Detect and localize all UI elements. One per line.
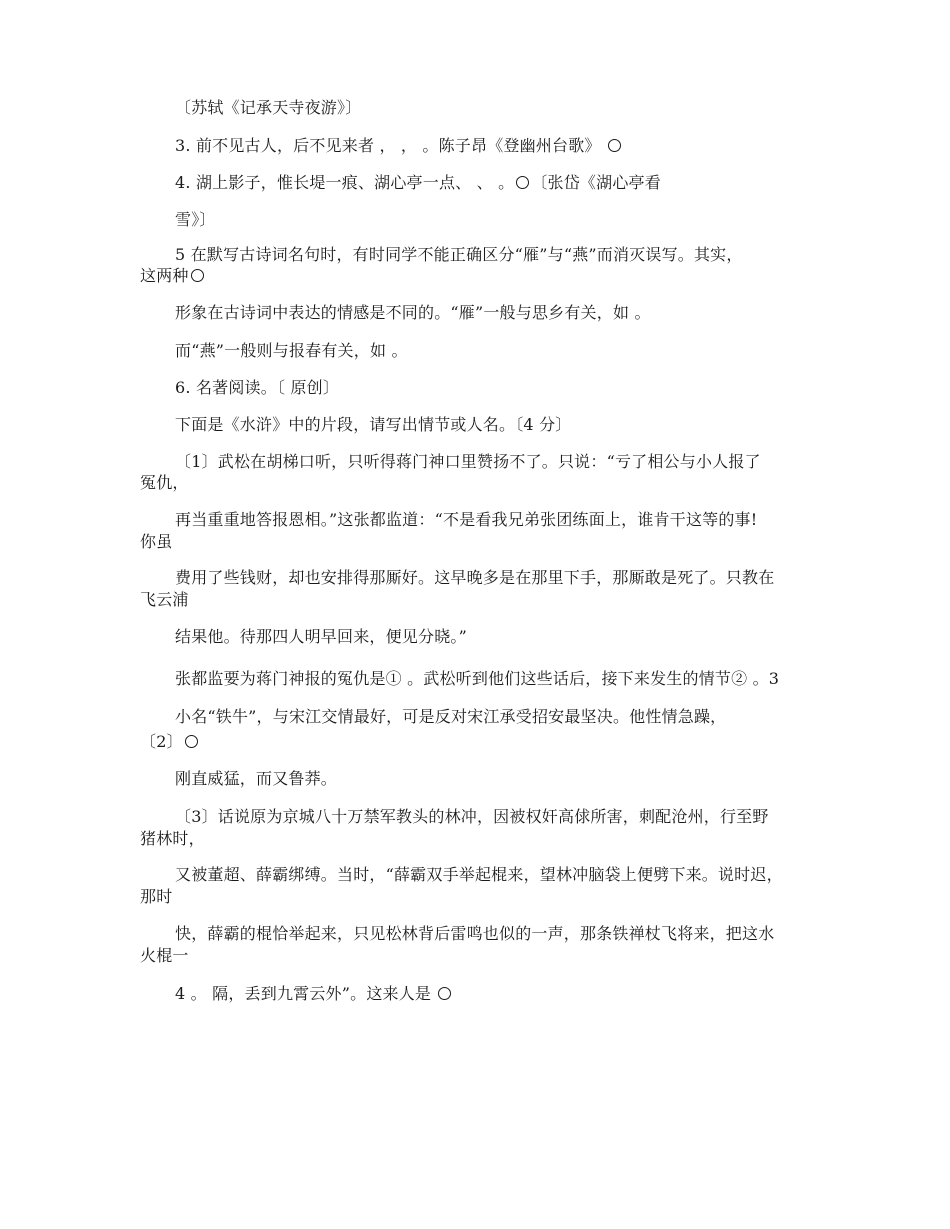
text-line: 费用了些钱财，却也安排得那厮好。这早晚多是在那里下手，那厮敢是死了。只教在 [175, 568, 775, 587]
text-line: 飞云浦 [140, 590, 189, 609]
circle-mark-icon [185, 735, 198, 748]
text-line: 张都监要为蒋门神报的冤仇是① 。武松听到他们这些话后，接下来发生的情节② 。3 [175, 669, 780, 688]
text-line: 刚直威猛，而又鲁莽。 [175, 769, 338, 788]
circle-mark-icon [516, 176, 529, 189]
text-line: 小名“铁牛”，与宋江交情最好，可是反对宋江承受招安最坚决。他性情急躁， [175, 707, 727, 726]
text-line: 火棍一 [140, 946, 189, 965]
circle-mark-icon [608, 139, 621, 152]
text-line: 猪林时， [140, 829, 205, 848]
text-line: 这两种 [140, 265, 206, 286]
text-line: 形象在古诗词中表达的情感是不同的。“雁”一般与思乡有关，如 。 [175, 303, 651, 322]
text-line: 冤仇， [140, 473, 189, 492]
text-line: 又被董超、薛霸绑缚。当时，“薛霸双手举起棍来，望林冲脑袋上便劈下来。说时迟， [175, 865, 783, 884]
text-line: 4. 湖上影子，惟长堤一痕、湖心亭一点、 、 。 〔张岱《湖心亭看 [175, 173, 661, 192]
circle-mark-icon [438, 987, 451, 1000]
text-line: 5 在默写古诗词名句时，有时同学不能正确区分“雁”与“燕”而消灭误写。其实， [175, 245, 743, 264]
text-line: 雪》〕 [175, 210, 216, 229]
text-line: 下面是《水浒》中的片段，请写出情节或人名。〔4 分〕 [175, 415, 572, 434]
text-line: 〔3〕话说原为京城八十万禁军教头的林冲，因被权奸高俅所害，刺配沧州，行至野 [175, 807, 769, 826]
text-line: 4 。 隔，丢到九霄云外”。这来人是 [175, 983, 453, 1004]
text-line: 3. 前不见古人，后不见来者 ， ， 。陈子昂《登幽州台歌》 [175, 135, 623, 156]
text-line: 你虽 [140, 532, 173, 551]
text-line: 6. 名著阅读。〔 原创〕 [175, 378, 340, 397]
text-line: 〔2〕 [140, 731, 200, 752]
text-line: 而“燕”一般则与报春有关，如 。 [175, 341, 408, 360]
text-line: 〔苏轼《记承天寺夜游》〕 [175, 98, 362, 117]
text-line: 再当重重地答报恩相。”这张都监道：“不是看我兄弟张团练面上，谁肯干这等的事! [175, 510, 758, 529]
circle-mark-icon [191, 269, 204, 282]
text-line: 结果他。待那四人明早回来，便见分晓。” [175, 627, 467, 646]
text-line: 那时 [140, 887, 173, 906]
text-line: 快，薛霸的棍恰举起来，只见松林背后雷鸣也似的一声，那条铁禅杖飞将来，把这水 [175, 924, 775, 943]
text-line: 〔1〕武松在胡梯口听，只听得蒋门神口里赞扬不了。只说：“亏了相公与小人报了 [175, 452, 761, 471]
